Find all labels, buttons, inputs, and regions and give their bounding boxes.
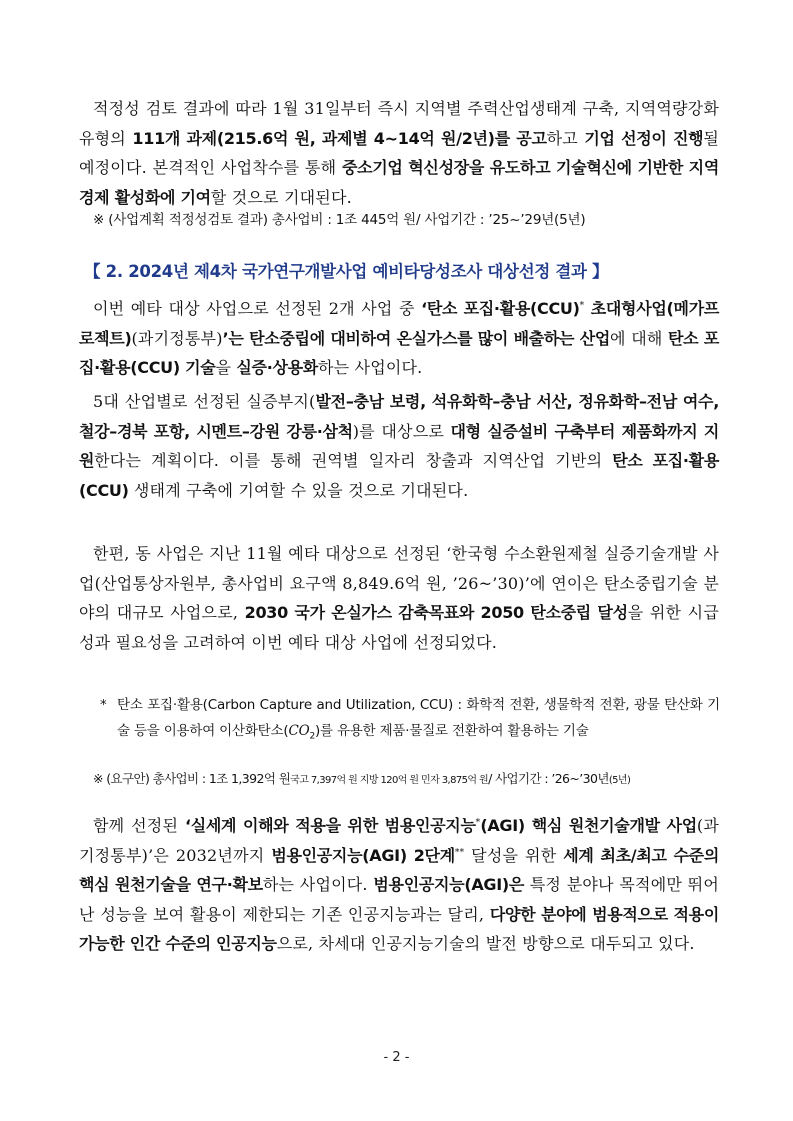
text: ※ (요구안) 총사업비 : 1조 1,392억 원 <box>93 771 291 786</box>
section-heading: 【 2. 2024년 제4차 국가연구개발사업 예비타당성조사 대상선정 결과 】 <box>84 262 609 281</box>
text: 하고 <box>546 128 585 148</box>
paragraph-demo-sites <box>79 387 719 505</box>
paragraph-adequacy-review <box>79 94 719 212</box>
footnote-marker: * <box>475 818 481 828</box>
text: 특정 분야나 목적에만 뛰어난 성능을 보여 활용이 제한되는 기존 인공지능과는 달리, <box>79 875 719 924</box>
bold-text: 다양한 분야에 범용적으로 적용이 가능한 인간 수준의 인공지능 <box>79 904 719 953</box>
bold-text: ‘탄소 포집·활용(CCU) <box>421 299 580 318</box>
bold-text: 대형 실증설비 구축부터 제품화까지 지원 <box>79 421 720 470</box>
text: )를 유용한 제품·물질로 전환하여 활용하는 기술 <box>314 723 589 739</box>
note-project-plan: ※ (사업계획 적정성검토 결과) 총사업비 : 1조 445억 원/ 사업기간 : ’25~’29년(5년) <box>93 212 586 228</box>
text: 생태계 구축에 기여할 수 있을 것으로 기대된다. <box>128 480 469 500</box>
paragraph-hydrogen-steel <box>79 539 719 657</box>
bold-text: 실증·상용화 <box>236 358 318 377</box>
text: 에 대해 <box>610 328 669 348</box>
paragraph-ccu-project <box>79 294 719 383</box>
subscript: 2 <box>309 731 315 742</box>
footnote-marker: * <box>579 301 585 311</box>
bold-text: 탄소 포집·활용(CCU) <box>79 451 719 500</box>
note-request-budget <box>93 766 630 794</box>
bold-text: ’는 탄소중립에 대비하여 <box>222 328 397 348</box>
bold-text: 중소기업 혁신성장을 유도하고 기술혁신에 기반한 지역경제 활성화에 기여 <box>79 158 719 207</box>
bold-text: 범용인공지능(AGI) 2단계 <box>271 845 455 865</box>
bold-text: 세계 최초/최고 수준의 핵심 원천기술을 연구·확보 <box>79 845 719 894</box>
text: 적정성 검토 결과에 따라 1월 31일부터 즉시 지역별 주력산업생태계 구축, 지역역량강화 유형의 <box>79 99 719 148</box>
text: (5년) <box>608 775 631 786</box>
text: 한다는 계획이다. 이를 통해 권역별 일자리 창출과 지역산업 기반의 <box>94 451 613 470</box>
bold-text: 초대형사업(메가프로젝트) <box>79 299 719 348</box>
bold-text: 탄소 포집·활용(CCU) 기술 <box>79 328 719 377</box>
bold-text: 발전–충남 보령, 석유화학–충남 서산, 정유화학–전남 여수, 철강–경북 포항, 시멘트–강원 강릉·삼척 <box>79 392 719 441</box>
text: 을 위한 시급성과 필요성을 고려하여 이번 예타 대상 사업에 선정되었다. <box>79 603 719 652</box>
bold-text: 기업 선정이 진행 <box>584 128 704 148</box>
text: 할 것으로 기대된다. <box>210 187 352 207</box>
text: 국고 7,397억 원 지방 120억 원 민자 3,875억 원 <box>290 775 489 786</box>
bold-text: 범용인공지능(AGI)은 <box>373 875 525 894</box>
text: (과기정통부)’은 2032년까지 <box>79 816 720 865</box>
page-number: - 2 - <box>383 1050 410 1065</box>
bold-text: (AGI) 핵심 원천기술개발 사업 <box>480 816 697 835</box>
text: 한편, 동 사업은 지난 11월 예타 대상으로 선정된 ‘한국형 수소환원제철 실증기술개발 사업(산업통상자원부, 총사업비 요구액 8,849.6억 원, ’26~’30)’에 연이은 탄소중립기술 분야의 대규모 사업으로, <box>79 544 719 622</box>
footnote-marker: ** <box>454 847 465 858</box>
text: (과기정통부) <box>131 328 223 348</box>
footnote-ccu-definition <box>100 692 720 750</box>
text: 5대 산업별로 선정된 실증부지( <box>93 392 316 411</box>
text: / 사업기간 : ’26~’30년 <box>488 771 609 786</box>
text: 하는 사업이다. <box>317 358 423 377</box>
text: )를 대상으로 <box>352 421 451 441</box>
bold-text: 온실가스를 많이 배출하는 산업 <box>396 328 611 348</box>
bold-text: ‘실세계 이해와 적용을 위한 범용인공지능 <box>184 816 476 835</box>
text: 으로, 차세대 인공지능기술의 발전 방향으로 대두되고 있다. <box>276 934 695 953</box>
text: 달성을 위한 <box>464 845 564 865</box>
text: 될 예정이다. 본격적인 사업착수를 통해 <box>79 128 719 177</box>
text: 을 <box>215 358 237 377</box>
bold-text: 111개 과제(215.6억 원, 과제별 4~14억 원/2년)를 공고 <box>132 128 547 148</box>
footnote-symbol: * <box>100 697 107 713</box>
bold-text: 2030 국가 온실가스 감축목표와 2050 탄소중립 달성 <box>244 603 628 622</box>
paragraph-agi-project <box>79 811 719 959</box>
text: 탄소 포집·활용(Carbon Capture and Utilization, CCU) : 화학적 전환, 생물학적 전환, 광물 탄산화 기술 등을 이용하여 이산화탄소( <box>117 697 720 739</box>
chemical-formula: CO <box>288 723 310 739</box>
text: 이번 예타 대상 사업으로 선정된 2개 사업 중 <box>93 299 422 318</box>
text: 하는 사업이다. <box>262 875 374 894</box>
text: 함께 선정된 <box>93 816 185 835</box>
